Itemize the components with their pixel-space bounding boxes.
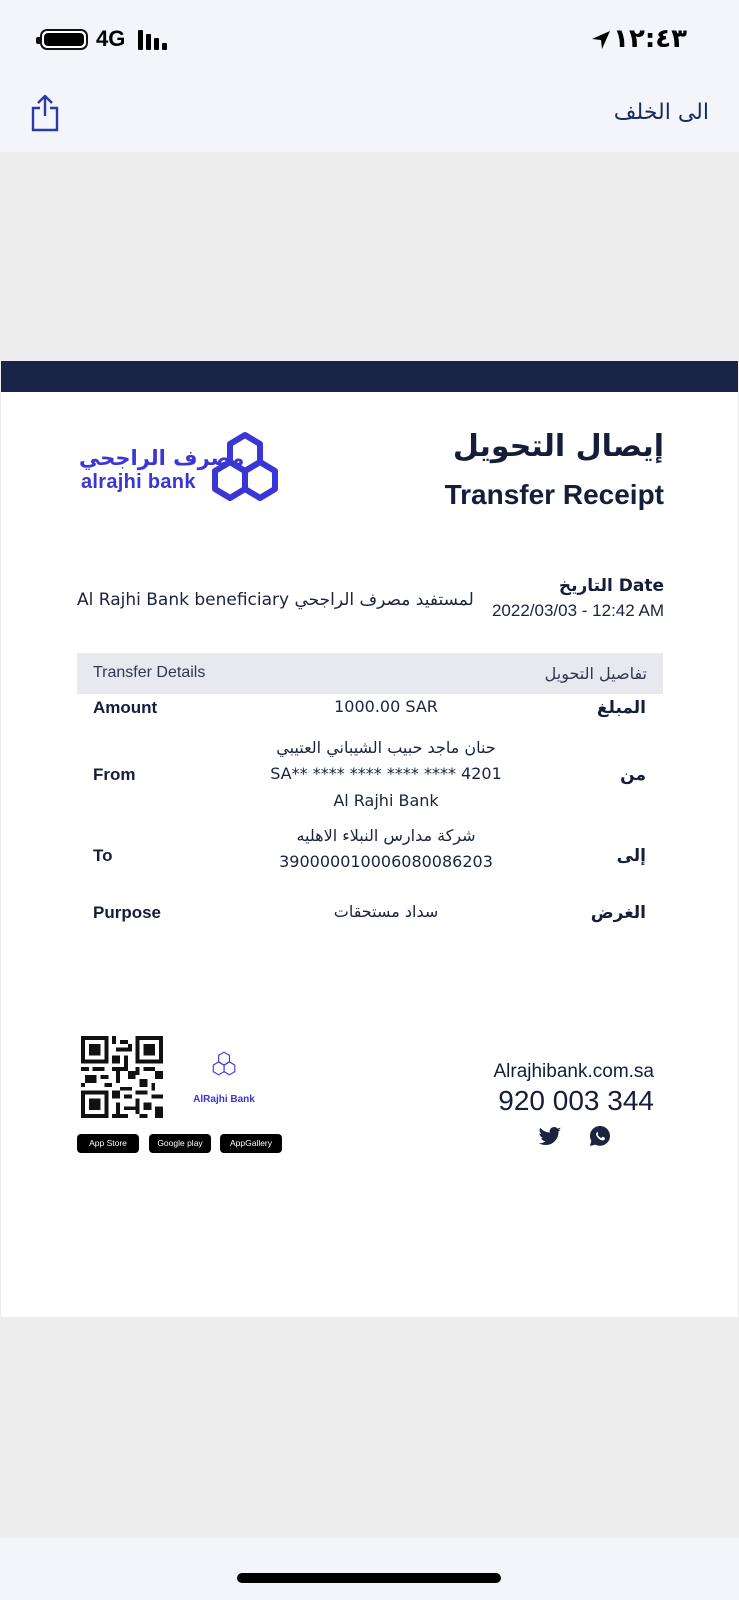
battery-icon [40, 29, 88, 50]
alrajhi-logo-icon [206, 429, 284, 505]
amount-label-arabic: المبلغ [596, 698, 646, 718]
bank-logo-english: alrajhi bank [81, 471, 196, 493]
transfer-details-header [77, 653, 663, 694]
bank-phone[interactable]: 920 003 344 [498, 1085, 654, 1116]
purpose-value: سداد مستحقات [333, 902, 439, 921]
from-label: From [93, 765, 136, 784]
transfer-receipt [1, 361, 738, 1317]
location-arrow-icon [591, 30, 611, 50]
amount-label: Amount [93, 698, 158, 717]
nav-bar [0, 78, 739, 152]
home-indicator[interactable] [237, 1573, 501, 1583]
to-label-arabic: إلى [616, 846, 646, 866]
receipt-title-arabic: إيصال التحويل [452, 429, 664, 464]
status-time: ١٢:٤٣ [613, 24, 687, 54]
beneficiary-type: Al Rajhi Bank beneficiary لمستفيد مصرف الراجحي [77, 590, 474, 610]
bank-website[interactable]: Alrajhibank.com.sa [493, 1061, 654, 1082]
to-account: 390000010006080086203 [279, 852, 493, 871]
date-value: 2022/03/03 - 12:42 AM [491, 601, 664, 620]
to-name: شركة مدارس النبلاء الاهليه [296, 826, 476, 845]
date-label: التاريخ Date [558, 576, 664, 596]
purpose-label-arabic: الغرض [590, 903, 646, 923]
network-type: 4G [96, 26, 126, 51]
qr-code-icon [81, 1036, 163, 1118]
receipt-title-english: Transfer Receipt [444, 479, 664, 510]
app-label: AlRajhi Bank [193, 1094, 255, 1105]
from-label-arabic: من [620, 765, 646, 785]
twitter-icon[interactable] [538, 1127, 562, 1147]
purpose-label: Purpose [93, 903, 162, 922]
app-store-badge[interactable]: App Store [77, 1134, 139, 1153]
app-gallery-badge[interactable]: AppGallery [220, 1134, 282, 1153]
details-header-english: Transfer Details [93, 664, 206, 681]
bank-logo-arabic: مصرف الراجحي [79, 446, 245, 470]
from-iban: SA** **** **** **** **** 4201 [270, 764, 502, 783]
bottom-bar [0, 1538, 739, 1600]
receipt-header-band [1, 361, 738, 392]
back-button[interactable]: الى الخلف [613, 100, 709, 125]
from-bank: Al Rajhi Bank [333, 791, 439, 810]
to-label: To [93, 846, 113, 865]
status-bar [0, 0, 739, 78]
from-name: حنان ماجد حبيب الشيباني العتيبي [276, 738, 496, 757]
google-play-badge[interactable]: Google play [149, 1134, 211, 1153]
whatsapp-icon[interactable] [589, 1125, 611, 1147]
share-icon[interactable] [30, 94, 60, 132]
amount-value: 1000.00 SAR [334, 697, 438, 716]
signal-icon [138, 30, 174, 50]
details-header-arabic: تفاصيل التحويل [544, 664, 647, 683]
